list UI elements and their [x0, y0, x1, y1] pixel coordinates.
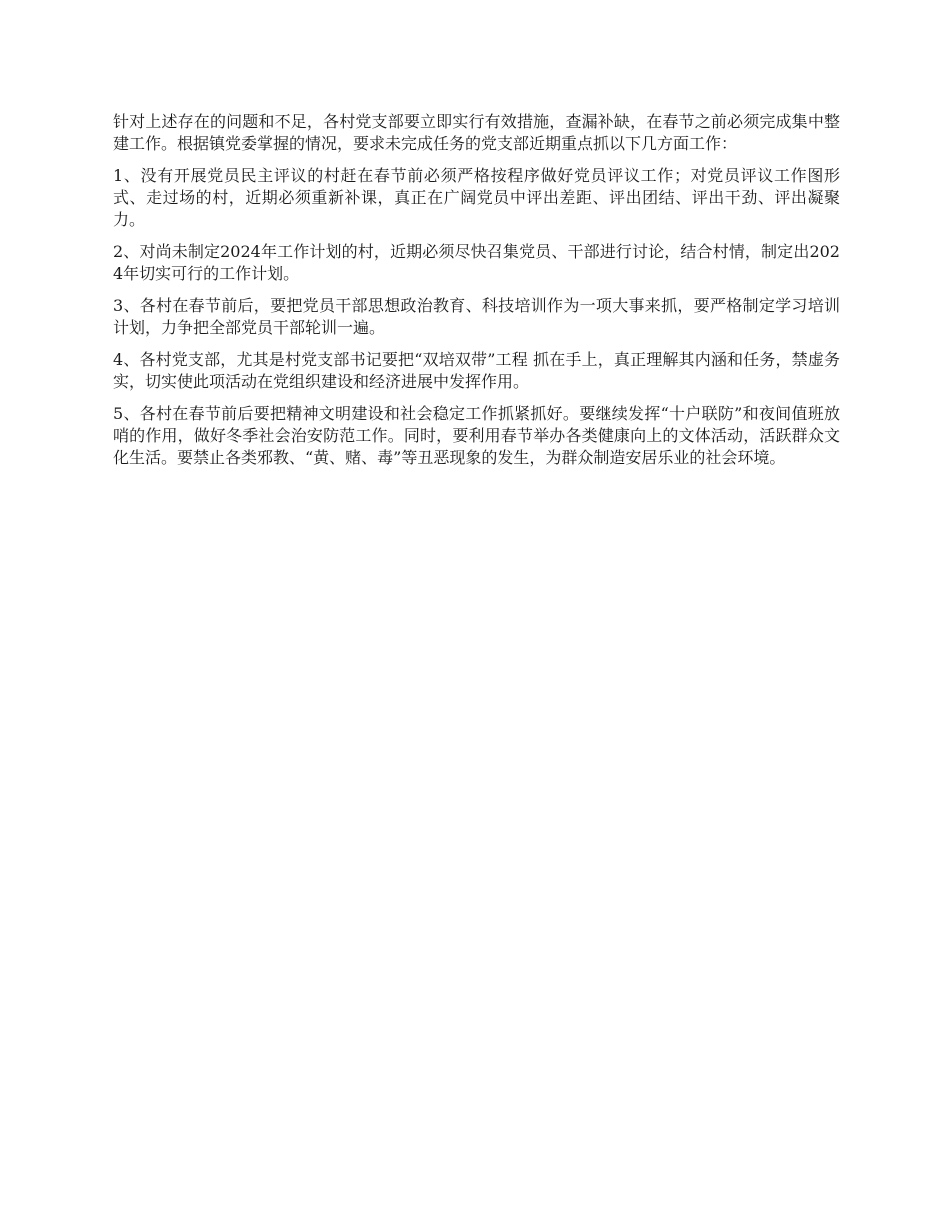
item-1-paragraph: 1、没有开展党员民主评议的村赶在春节前必须严格按程序做好党员评议工作；对党员评议工作图形式、走过场的村，近期必须重新补课，真正在广阔党员中评出差距、评出团结、评出干劲、评出凝聚力。: [113, 166, 840, 229]
item-2-paragraph: 2、对尚未制定2024年工作计划的村，近期必须尽快召集党员、干部进行讨论，结合村情，制定出2024年切实可行的工作计划。: [113, 242, 840, 283]
document-body: [113, 111, 840, 479]
intro-paragraph: 针对上述存在的问题和不足，各村党支部要立即实行有效措施，查漏补缺，在春节之前必须完成集中整建工作。根据镇党委掌握的情况，要求未完成任务的党支部近期重点抓以下几方面工作：: [113, 112, 840, 153]
item-4-paragraph: 4、各村党支部，尤其是村党支部书记要把“双培双带”工程 抓在手上，真正理解其内涵和任务，禁虚务实，切实使此项活动在党组织建设和经济进展中发挥作用。: [113, 350, 840, 391]
item-3-paragraph: 3、各村在春节前后，要把党员干部思想政治教育、科技培训作为一项大事来抓，要严格制定学习培训计划，力争把全部党员干部轮训一遍。: [113, 296, 840, 337]
item-5-paragraph: 5、各村在春节前后要把精神文明建设和社会稳定工作抓紧抓好。要继续发挥“十户联防”和夜间值班放哨的作用，做好冬季社会治安防范工作。同时，要利用春节举办各类健康向上的文体活动，活跃群众文化生活。要禁止各类邪教、“黄、赌、毒”等丑恶现象的发生，为群众制造安居乐业的社会环境。: [113, 404, 840, 467]
